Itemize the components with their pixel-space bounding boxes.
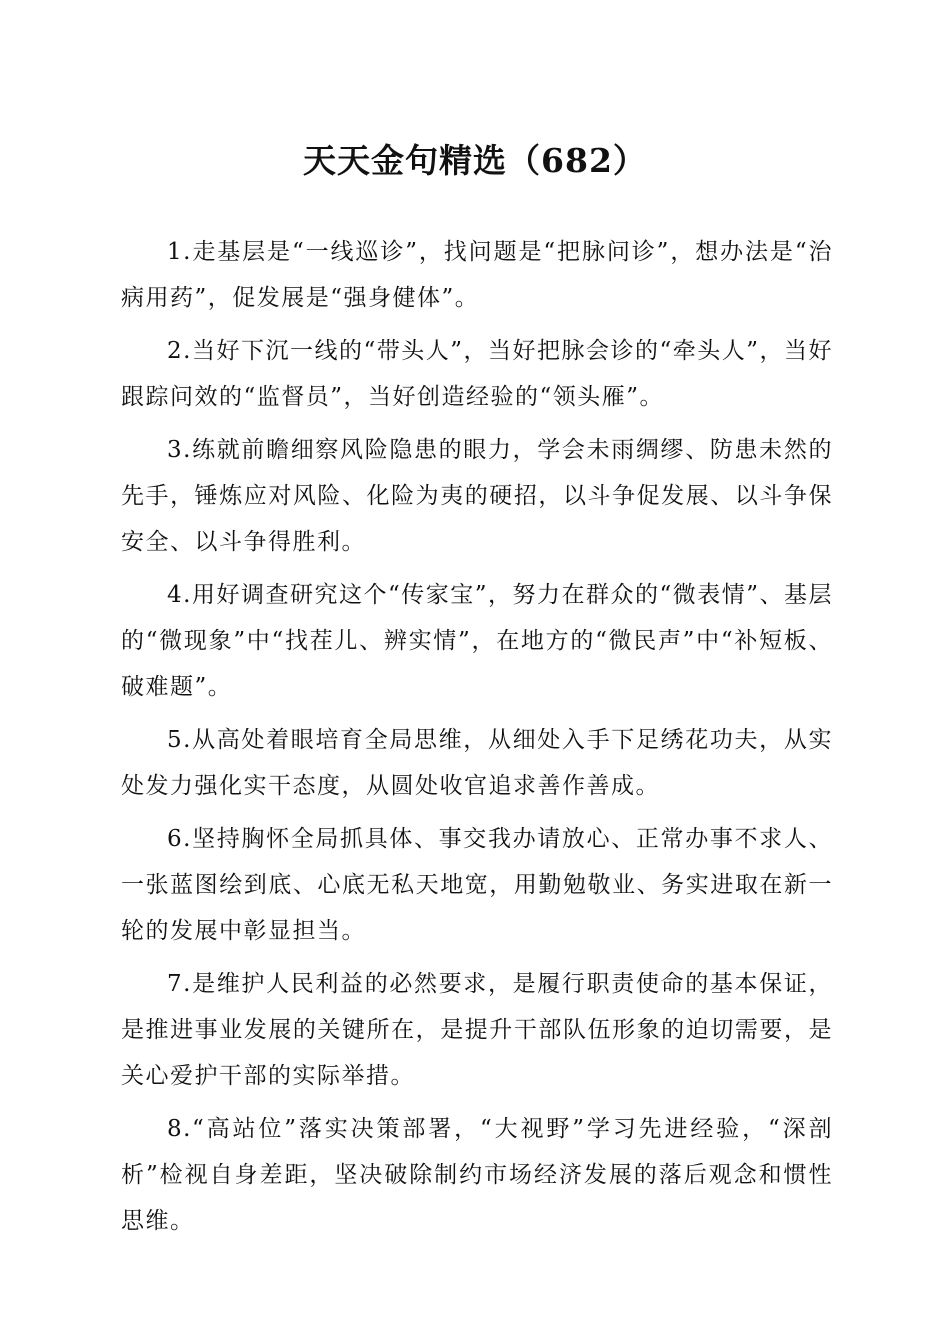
- quote-item-1: 1.走基层是“一线巡诊”，找问题是“把脉问诊”，想办法是“治病用药”，促发展是“强身健体”。: [121, 239, 833, 311]
- quote-item-8: 8.“高站位”落实决策部署，“大视野”学习先进经验，“深剖析”检视自身差距，坚决破除制约市场经济发展的落后观念和惯性思维。: [121, 1116, 833, 1234]
- document-title: 天天金句精选（682）: [303, 141, 647, 180]
- quote-item-2: 2.当好下沉一线的“带头人”，当好把脉会诊的“牵头人”，当好跟踪问效的“监督员”，当好创造经验的“领头雁”。: [121, 338, 833, 410]
- quote-item-4: 4.用好调查研究这个“传家宝”，努力在群众的“微表情”、基层的“微现象”中“找茬儿、辨实情”，在地方的“微民声”中“补短板、破难题”。: [121, 582, 833, 700]
- quote-item-5: 5.从高处着眼培育全局思维，从细处入手下足绣花功夫，从实处发力强化实干态度，从圆处收官追求善作善成。: [121, 727, 833, 799]
- quote-item-7: 7.是维护人民利益的必然要求，是履行职责使命的基本保证，是推进事业发展的关键所在，是提升干部队伍形象的迫切需要，是关心爱护干部的实际举措。: [121, 971, 833, 1089]
- quote-item-6: 6.坚持胸怀全局抓具体、事交我办请放心、正常办事不求人、一张蓝图绘到底、心底无私天地宽，用勤勉敬业、务实进取在新一轮的发展中彰显担当。: [121, 826, 833, 944]
- quote-item-3: 3.练就前瞻细察风险隐患的眼力，学会未雨绸缪、防患未然的先手，锤炼应对风险、化险为夷的硬招，以斗争促发展、以斗争保安全、以斗争得胜利。: [121, 437, 833, 555]
- document-body: [121, 229, 833, 1251]
